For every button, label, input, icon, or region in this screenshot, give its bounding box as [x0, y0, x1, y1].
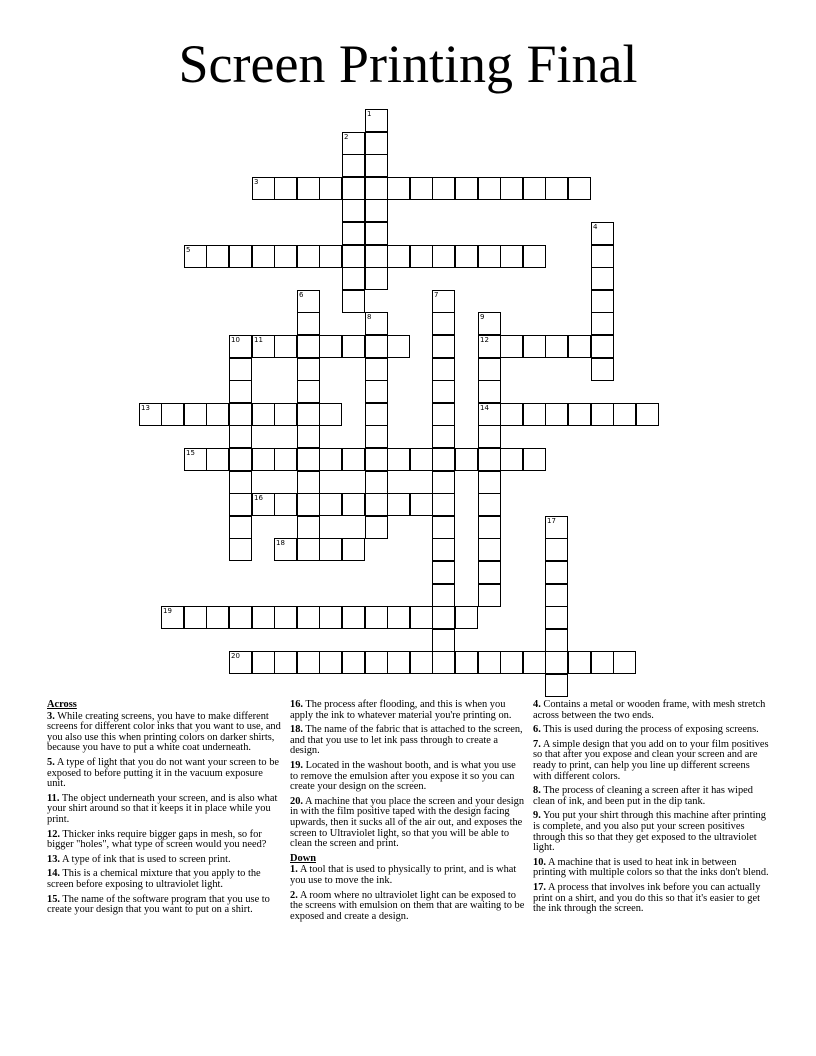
- grid-cell[interactable]: [410, 493, 433, 516]
- clue-number-label: 7.: [533, 738, 541, 750]
- clue-number: 20: [231, 652, 240, 660]
- grid-cell[interactable]: [523, 403, 546, 426]
- grid-cell[interactable]: [319, 538, 342, 561]
- clue-item: [290, 797, 526, 850]
- grid-cell[interactable]: [545, 561, 568, 584]
- grid-cell[interactable]: [432, 606, 455, 629]
- clue-text: You put your shirt through this machine after printing is complete, and you also put your screen positives through this so that they get exposed to the ultraviolet light.: [533, 810, 766, 854]
- grid-cell[interactable]: [252, 651, 275, 674]
- grid-cell[interactable]: [410, 177, 433, 200]
- grid-cell[interactable]: [478, 335, 501, 358]
- clue-item: [290, 891, 526, 923]
- grid-cell[interactable]: [229, 245, 252, 268]
- grid-cell[interactable]: [613, 403, 636, 426]
- grid-cell[interactable]: [523, 651, 546, 674]
- grid-cell[interactable]: [545, 674, 568, 697]
- grid-cell[interactable]: [478, 561, 501, 584]
- clue-number-label: 9.: [533, 810, 541, 822]
- grid-cell[interactable]: [229, 335, 252, 358]
- grid-cell[interactable]: [365, 493, 388, 516]
- clue-text: The process of cleaning a screen after it has wiped clean of ink, and been put in the dip tank.: [533, 785, 753, 807]
- grid-cell[interactable]: [387, 651, 410, 674]
- grid-cell[interactable]: [252, 606, 275, 629]
- clue-number: 8: [367, 313, 372, 321]
- grid-cell[interactable]: [545, 403, 568, 426]
- grid-cell[interactable]: [365, 471, 388, 494]
- grid-cell[interactable]: [297, 493, 320, 516]
- grid-cell[interactable]: [523, 448, 546, 471]
- grid-cell[interactable]: [229, 538, 252, 561]
- grid-cell[interactable]: [297, 358, 320, 381]
- grid-cell[interactable]: [297, 471, 320, 494]
- clue-item: [533, 725, 769, 736]
- grid-cell[interactable]: [410, 448, 433, 471]
- grid-cell[interactable]: [342, 154, 365, 177]
- clue-item: [533, 858, 769, 879]
- grid-cell[interactable]: [274, 177, 297, 200]
- clue-number: 11: [254, 336, 263, 344]
- clue-number-label: 6.: [533, 724, 541, 736]
- grid-cell[interactable]: [229, 358, 252, 381]
- grid-cell[interactable]: [410, 651, 433, 674]
- clue-number: 6: [299, 291, 304, 299]
- clue-number-label: 16.: [290, 699, 303, 710]
- clue-text: A type of ink that is used to screen print.: [60, 853, 231, 865]
- clue-number: 7: [434, 291, 439, 299]
- grid-cell[interactable]: [365, 267, 388, 290]
- grid-cell[interactable]: [591, 403, 614, 426]
- grid-cell[interactable]: [568, 335, 591, 358]
- grid-cell[interactable]: [478, 538, 501, 561]
- grid-cell[interactable]: [342, 448, 365, 471]
- clue-number-label: 14.: [47, 868, 60, 880]
- grid-cell[interactable]: [229, 606, 252, 629]
- grid-cell[interactable]: [274, 245, 297, 268]
- grid-cell[interactable]: [478, 471, 501, 494]
- grid-cell[interactable]: [591, 245, 614, 268]
- grid-cell[interactable]: [545, 538, 568, 561]
- grid-cell[interactable]: [229, 403, 252, 426]
- grid-cell[interactable]: [252, 335, 275, 358]
- grid-cell[interactable]: [297, 448, 320, 471]
- grid-cell[interactable]: [297, 245, 320, 268]
- clue-item: [47, 794, 283, 826]
- grid-cell[interactable]: [342, 177, 365, 200]
- grid-cell[interactable]: [432, 335, 455, 358]
- clue-number: 16: [254, 494, 263, 502]
- grid-cell[interactable]: [432, 380, 455, 403]
- grid-cell[interactable]: [478, 380, 501, 403]
- grid-cell[interactable]: [365, 516, 388, 539]
- grid-cell[interactable]: [410, 245, 433, 268]
- grid-cell[interactable]: [297, 312, 320, 335]
- clue-text: Thicker inks require bigger gaps in mesh, so for bigger "holes", what type of screen would you need?: [47, 828, 267, 851]
- grid-cell[interactable]: [432, 629, 455, 652]
- grid-cell[interactable]: [342, 267, 365, 290]
- clue-item: [47, 869, 283, 890]
- grid-cell[interactable]: [319, 245, 342, 268]
- grid-cell[interactable]: [523, 335, 546, 358]
- grid-cell[interactable]: [545, 629, 568, 652]
- grid-cell[interactable]: [432, 177, 455, 200]
- grid-cell[interactable]: [274, 606, 297, 629]
- grid-cell[interactable]: [478, 493, 501, 516]
- grid-cell[interactable]: [319, 335, 342, 358]
- grid-cell[interactable]: [161, 403, 184, 426]
- clue-number-label: 11.: [47, 792, 60, 804]
- grid-cell[interactable]: [319, 177, 342, 200]
- grid-cell[interactable]: [319, 493, 342, 516]
- clue-item: [290, 725, 526, 757]
- grid-cell[interactable]: [545, 584, 568, 607]
- grid-cell[interactable]: [387, 606, 410, 629]
- grid-cell[interactable]: [184, 606, 207, 629]
- clue-column-2: [290, 700, 526, 926]
- grid-cell[interactable]: [365, 177, 388, 200]
- clue-text: A tool that is used to physically to print, and is what you use to move the ink.: [290, 864, 517, 886]
- grid-cell[interactable]: [387, 245, 410, 268]
- clue-column-3: [533, 700, 769, 919]
- grid-cell[interactable]: [591, 358, 614, 381]
- grid-cell[interactable]: [432, 290, 455, 313]
- grid-cell[interactable]: [432, 584, 455, 607]
- clue-text: A simple design that you add on to your film positives so that after you expose and clean your screen and are ready to print, can help you line up different screens with different colors.: [533, 738, 769, 782]
- grid-cell[interactable]: [365, 109, 388, 132]
- clue-number-label: 20.: [290, 795, 303, 807]
- clue-number: 4: [593, 223, 598, 231]
- clue-number-label: 13.: [47, 853, 60, 865]
- clue-text: A room where no ultraviolet light can be exposed to the screens with emulsion on them that are waiting to be exposed and create a design.: [290, 889, 525, 922]
- grid-cell[interactable]: [478, 516, 501, 539]
- grid-cell[interactable]: [229, 471, 252, 494]
- clue-number: 19: [163, 607, 172, 615]
- grid-cell[interactable]: [432, 312, 455, 335]
- grid-cell[interactable]: [365, 358, 388, 381]
- clue-number: 15: [186, 449, 195, 457]
- clue-number-label: 1.: [290, 864, 298, 876]
- grid-cell[interactable]: [139, 403, 162, 426]
- grid-cell[interactable]: [161, 606, 184, 629]
- grid-cell[interactable]: [184, 448, 207, 471]
- clue-number-label: 2.: [290, 889, 298, 901]
- grid-cell[interactable]: [568, 403, 591, 426]
- grid-cell[interactable]: [478, 584, 501, 607]
- grid-cell[interactable]: [274, 403, 297, 426]
- clue-item: [47, 758, 283, 790]
- grid-cell[interactable]: [229, 425, 252, 448]
- grid-cell[interactable]: [342, 199, 365, 222]
- grid-cell[interactable]: [365, 154, 388, 177]
- grid-cell[interactable]: [365, 199, 388, 222]
- grid-cell[interactable]: [432, 516, 455, 539]
- clue-heading: Across: [47, 699, 77, 710]
- grid-cell[interactable]: [297, 606, 320, 629]
- clue-text: A type of light that you do not want your screen to be exposed to before putting it in the vacuum exposure unit.: [47, 756, 280, 790]
- grid-cell[interactable]: [342, 538, 365, 561]
- grid-cell[interactable]: [500, 177, 523, 200]
- grid-cell[interactable]: [297, 651, 320, 674]
- grid-cell[interactable]: [478, 177, 501, 200]
- clue-number-label: 3.: [47, 710, 55, 722]
- clue-text: The object underneath your screen, and is also what your shirt around so that it keeps it in place while you print.: [47, 792, 278, 825]
- grid-cell[interactable]: [342, 290, 365, 313]
- grid-cell[interactable]: [319, 606, 342, 629]
- clue-number: 2: [344, 133, 349, 141]
- grid-cell[interactable]: [478, 358, 501, 381]
- grid-cell[interactable]: [319, 448, 342, 471]
- grid-cell[interactable]: [206, 606, 229, 629]
- clue-number-label: 4.: [533, 699, 541, 710]
- grid-cell[interactable]: [432, 403, 455, 426]
- clue-column-1: [47, 700, 283, 920]
- clue-number-label: 18.: [290, 724, 303, 736]
- clue-text: The name of the software program that you use to create your design that you want to put on a shirt.: [47, 893, 270, 916]
- clue-item: [47, 895, 283, 916]
- grid-cell[interactable]: [545, 606, 568, 629]
- clue-item: [533, 786, 769, 807]
- grid-cell[interactable]: [274, 335, 297, 358]
- puzzle-title: Screen Printing Final: [178, 34, 638, 94]
- clue-item: [533, 700, 769, 721]
- clue-text: A process that involves ink before you can actually print on a shirt, and you do this so that it's easier to get the ink through the screen.: [533, 881, 761, 915]
- grid-cell[interactable]: [342, 493, 365, 516]
- grid-cell[interactable]: [297, 335, 320, 358]
- grid-cell[interactable]: [274, 538, 297, 561]
- grid-cell[interactable]: [432, 471, 455, 494]
- grid-cell[interactable]: [184, 245, 207, 268]
- grid-cell[interactable]: [478, 448, 501, 471]
- grid-cell[interactable]: [478, 312, 501, 335]
- grid-cell[interactable]: [229, 651, 252, 674]
- grid-cell[interactable]: [568, 177, 591, 200]
- grid-cell[interactable]: [432, 538, 455, 561]
- clue-text: A machine that you place the screen and your design in with the film positive taped with the design facing upwards, then it sucks all of the air out, and exposes the screen to Ultraviolet light, so that you will be able to clean the screen and print.: [290, 795, 525, 850]
- grid-cell[interactable]: [252, 403, 275, 426]
- clue-text: The process after flooding, and this is when you apply the ink to whatever material you're printing on.: [290, 699, 512, 721]
- grid-cell[interactable]: [500, 448, 523, 471]
- grid-cell[interactable]: [455, 245, 478, 268]
- grid-cell[interactable]: [545, 177, 568, 200]
- grid-cell[interactable]: [319, 651, 342, 674]
- grid-cell[interactable]: [591, 651, 614, 674]
- grid-cell[interactable]: [297, 380, 320, 403]
- clue-text: While creating screens, you have to make different screens for different color inks that you want to use, and you also use this when printing colors on darker shirts, because you have to put a white coat underneath.: [47, 710, 281, 754]
- clue-number: 1: [367, 110, 372, 118]
- grid-cell[interactable]: [297, 177, 320, 200]
- grid-cell[interactable]: [365, 606, 388, 629]
- grid-cell[interactable]: [252, 448, 275, 471]
- clue-text: The name of the fabric that is attached to the screen, and that you use to let ink pass through to create a design.: [290, 724, 523, 757]
- grid-cell[interactable]: [297, 403, 320, 426]
- grid-cell[interactable]: [545, 335, 568, 358]
- grid-cell[interactable]: [206, 403, 229, 426]
- grid-cell[interactable]: [387, 177, 410, 200]
- grid-cell[interactable]: [274, 651, 297, 674]
- grid-cell[interactable]: [342, 132, 365, 155]
- grid-cell[interactable]: [387, 448, 410, 471]
- grid-cell[interactable]: [432, 493, 455, 516]
- grid-cell[interactable]: [523, 177, 546, 200]
- clue-number: 9: [480, 313, 485, 321]
- grid-cell[interactable]: [297, 538, 320, 561]
- grid-cell[interactable]: [365, 132, 388, 155]
- clue-item: [290, 865, 526, 886]
- grid-cell[interactable]: [365, 222, 388, 245]
- grid-cell[interactable]: [229, 448, 252, 471]
- clue-item: [290, 700, 526, 721]
- grid-cell[interactable]: [229, 516, 252, 539]
- grid-cell[interactable]: [478, 403, 501, 426]
- grid-cell[interactable]: [252, 177, 275, 200]
- clue-item: [533, 883, 769, 915]
- grid-cell[interactable]: [387, 335, 410, 358]
- grid-cell[interactable]: [274, 493, 297, 516]
- clue-item: [47, 830, 283, 851]
- clue-text: This is used during the process of exposing screens.: [540, 724, 759, 736]
- grid-cell[interactable]: [365, 380, 388, 403]
- grid-cell[interactable]: [500, 403, 523, 426]
- clue-number-label: 8.: [533, 785, 541, 797]
- clue-item: [533, 811, 769, 853]
- grid-cell[interactable]: [206, 245, 229, 268]
- grid-cell[interactable]: [568, 651, 591, 674]
- grid-cell[interactable]: [387, 493, 410, 516]
- grid-cell[interactable]: [184, 403, 207, 426]
- clue-number: 12: [480, 336, 489, 344]
- grid-cell[interactable]: [229, 380, 252, 403]
- grid-cell[interactable]: [523, 245, 546, 268]
- grid-cell[interactable]: [365, 245, 388, 268]
- clue-number-label: 10.: [533, 856, 546, 868]
- grid-cell[interactable]: [478, 425, 501, 448]
- grid-cell[interactable]: [455, 177, 478, 200]
- grid-cell[interactable]: [410, 606, 433, 629]
- grid-cell[interactable]: [636, 403, 659, 426]
- grid-cell[interactable]: [591, 335, 614, 358]
- grid-cell[interactable]: [252, 245, 275, 268]
- clue-item: [47, 855, 283, 866]
- clue-number: 3: [254, 178, 259, 186]
- grid-cell[interactable]: [342, 222, 365, 245]
- clue-heading: Down: [290, 852, 316, 864]
- clue-number-label: 12.: [47, 828, 60, 840]
- grid-cell[interactable]: [432, 425, 455, 448]
- grid-cell[interactable]: [545, 651, 568, 674]
- grid-cell[interactable]: [478, 651, 501, 674]
- grid-cell[interactable]: [455, 606, 478, 629]
- clue-number: 13: [141, 404, 150, 412]
- grid-cell[interactable]: [229, 493, 252, 516]
- grid-cell[interactable]: [455, 448, 478, 471]
- grid-cell[interactable]: [500, 245, 523, 268]
- grid-cell[interactable]: [206, 448, 229, 471]
- grid-cell[interactable]: [591, 312, 614, 335]
- clue-number-label: 19.: [290, 759, 303, 771]
- grid-cell[interactable]: [591, 290, 614, 313]
- clue-text: Contains a metal or wooden frame, with mesh stretch across between the two ends.: [533, 699, 766, 721]
- grid-cell[interactable]: [342, 335, 365, 358]
- clue-number: 5: [186, 246, 191, 254]
- grid-cell[interactable]: [365, 312, 388, 335]
- grid-cell[interactable]: [432, 358, 455, 381]
- grid-cell[interactable]: [478, 245, 501, 268]
- grid-cell[interactable]: [342, 606, 365, 629]
- grid-cell[interactable]: [545, 516, 568, 539]
- clue-item: [47, 712, 283, 754]
- grid-cell[interactable]: [297, 425, 320, 448]
- clue-text: This is a chemical mixture that you apply to the screen before exposing to ultraviolet light.: [47, 868, 261, 890]
- grid-cell[interactable]: [342, 651, 365, 674]
- grid-cell[interactable]: [365, 335, 388, 358]
- grid-cell[interactable]: [455, 651, 478, 674]
- grid-cell[interactable]: [613, 651, 636, 674]
- clue-number-label: 5.: [47, 756, 55, 768]
- grid-cell[interactable]: [365, 448, 388, 471]
- grid-cell[interactable]: [319, 403, 342, 426]
- clue-text: Located in the washout booth, and is what you use to remove the emulsion after you expose it so you can create your design on the screen.: [290, 759, 516, 793]
- clue-number: 10: [231, 336, 240, 344]
- grid-cell[interactable]: [252, 493, 275, 516]
- clue-text: A machine that is used to heat ink in between printing with multiple colors so that the inks don't blend.: [533, 856, 769, 879]
- grid-cell[interactable]: [500, 651, 523, 674]
- grid-cell[interactable]: [297, 290, 320, 313]
- clue-item: [290, 761, 526, 793]
- clue-number-label: 17.: [533, 881, 546, 893]
- grid-cell[interactable]: [432, 651, 455, 674]
- grid-cell[interactable]: [432, 448, 455, 471]
- grid-cell[interactable]: [365, 425, 388, 448]
- grid-cell[interactable]: [365, 403, 388, 426]
- clue-number: 14: [480, 404, 489, 412]
- grid-cell[interactable]: [432, 245, 455, 268]
- clue-item: [533, 740, 769, 782]
- grid-cell[interactable]: [342, 245, 365, 268]
- grid-cell[interactable]: [297, 516, 320, 539]
- grid-cell[interactable]: [500, 335, 523, 358]
- grid-cell[interactable]: [274, 448, 297, 471]
- clue-number: 17: [547, 517, 556, 525]
- grid-cell[interactable]: [365, 651, 388, 674]
- grid-cell[interactable]: [591, 222, 614, 245]
- grid-cell[interactable]: [432, 561, 455, 584]
- grid-cell[interactable]: [591, 267, 614, 290]
- clue-number-label: 15.: [47, 893, 60, 905]
- clue-number: 18: [276, 539, 285, 547]
